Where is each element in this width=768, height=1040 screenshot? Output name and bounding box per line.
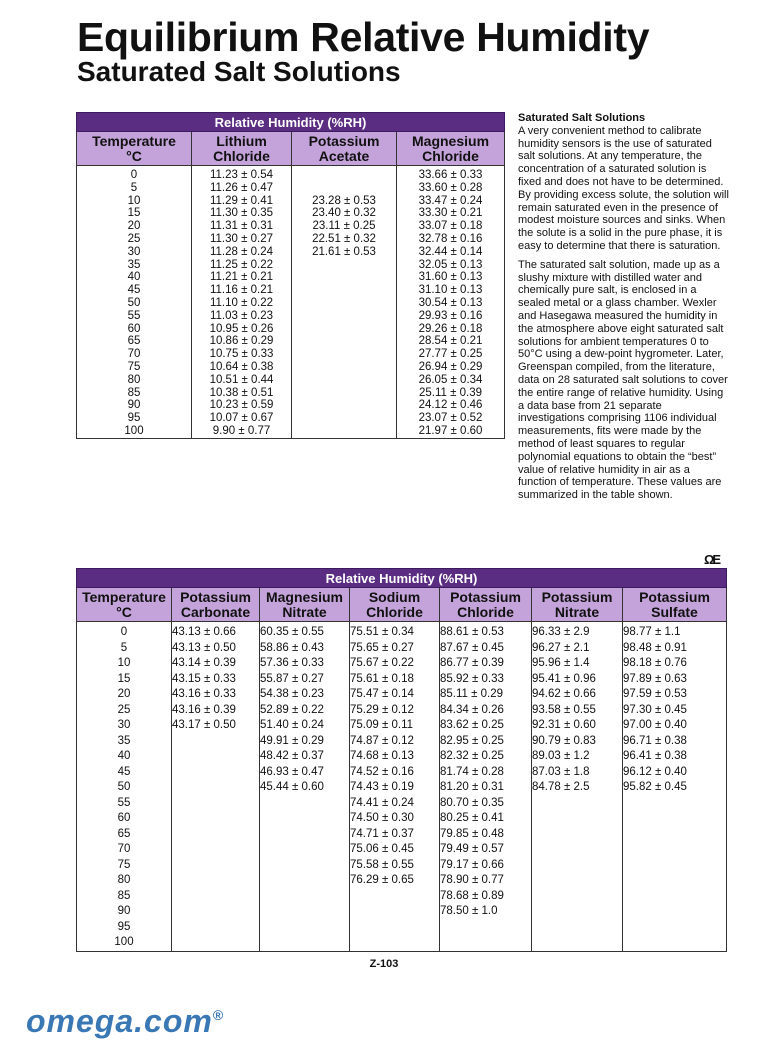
t2-col-potassium-chloride	[440, 622, 532, 952]
t1-col-temperature-cell: 25	[127, 232, 141, 245]
t2-col-potassium-sulfate-cell: 97.89 ± 0.63	[623, 672, 687, 685]
t2-col-temperature-cell: 10	[117, 657, 131, 669]
t1-col-lithium-chloride-cell: 11.10 ± 0.22	[209, 296, 273, 309]
t1-col-magnesium-chloride-cell: 32.05 ± 0.13	[418, 258, 483, 271]
t2-col-potassium-nitrate-cell: 87.03 ± 1.8	[532, 765, 590, 778]
sidebar-title: Saturated Salt Solutions	[518, 112, 646, 124]
t2-col-temperature	[77, 622, 172, 952]
t1-col-temperature-cell: 35	[127, 258, 141, 271]
t2-col-sodium-chloride-cell: 75.09 ± 0.11	[350, 719, 414, 731]
t2-col-magnesium-nitrate-cell: 57.36 ± 0.33	[260, 657, 324, 669]
t2-col-magnesium-nitrate	[260, 622, 350, 952]
t1-col-potassium-acetate-cell	[292, 182, 396, 195]
t1-col-temperature-cell: 95	[127, 412, 141, 425]
t1-col-magnesium-chloride-cell: 33.66 ± 0.33	[418, 169, 483, 181]
t1-col-magnesium-chloride-cell: 32.78 ± 0.16	[418, 232, 483, 245]
t2-col-temperature-cell: 0	[120, 626, 128, 638]
t2-col-potassium-carbonate-cell: 43.16 ± 0.39	[172, 703, 236, 716]
t1-col-temperature-cell: 65	[127, 335, 141, 348]
t1-col-temperature-cell: 5	[130, 181, 138, 194]
t1-col-lithium-chloride-cell: 11.30 ± 0.27	[209, 232, 273, 245]
t2-col-potassium-chloride-cell: 80.70 ± 0.35	[440, 796, 504, 809]
t2-col-potassium-chloride-cell: 78.50 ± 1.0	[440, 905, 498, 917]
t1-col-potassium-acetate	[292, 166, 397, 439]
t2-col-potassium-nitrate-cell: 90.79 ± 0.83	[532, 734, 596, 747]
t1-col-potassium-acetate-cell: 22.51 ± 0.32	[312, 232, 376, 245]
t1-col-temperature-cell: 15	[127, 207, 141, 220]
t2-col-potassium-chloride-cell: 82.95 ± 0.25	[440, 734, 504, 747]
t1-col-lithium-chloride-cell: 10.51 ± 0.44	[209, 373, 274, 386]
t2-col-temperature-cell: 75	[117, 858, 131, 871]
t1-col-temperature-cell: 85	[127, 386, 141, 399]
t2-col-potassium-chloride-cell: 80.25 ± 0.41	[440, 812, 504, 824]
t2-col-potassium-chloride-cell: 86.77 ± 0.39	[440, 657, 504, 669]
t1-col-temperature-cell: 50	[127, 296, 141, 309]
t2-col-potassium-chloride-cell: 79.85 ± 0.48	[440, 827, 504, 840]
table2-band-title: Relative Humidity (%RH)	[77, 569, 727, 588]
t1-col-lithium-chloride-cell: 11.28 ± 0.24	[209, 245, 273, 258]
t2-col-potassium-sulfate-cell: 98.48 ± 0.91	[623, 641, 687, 654]
t1-col-temperature-cell: 70	[127, 348, 141, 361]
t2-col-potassium-nitrate-cell: 93.58 ± 0.55	[532, 703, 596, 716]
t1-col-lithium-chloride-cell: 11.03 ± 0.23	[209, 309, 273, 322]
t1-col-temperature-cell: 10	[127, 194, 141, 207]
t2-col-sodium-chloride-cell: 74.50 ± 0.30	[350, 812, 414, 824]
t1-col-magnesium-chloride-cell: 33.30 ± 0.21	[418, 207, 483, 220]
t1-col-lithium-chloride-cell: 11.31 ± 0.31	[209, 220, 273, 233]
t2-col-sodium-chloride-cell: 74.52 ± 0.16	[350, 765, 414, 778]
t2-col-potassium-chloride-cell: 78.68 ± 0.89	[440, 889, 504, 902]
t1-col-temperature-cell: 45	[127, 284, 141, 297]
t2-col-temperature-cell: 85	[117, 889, 131, 902]
t2-col-potassium-sulfate-cell: 97.30 ± 0.45	[623, 703, 687, 716]
t1-col-lithium-chloride-cell: 10.95 ± 0.26	[209, 322, 274, 335]
t2-col-potassium-carbonate-cell: 43.14 ± 0.39	[172, 657, 236, 669]
t2-col-potassium-nitrate-cell: 95.96 ± 1.4	[532, 657, 590, 669]
t1-col-magnesium-chloride-cell: 28.54 ± 0.21	[418, 335, 483, 348]
t2-col-potassium-carbonate-cell: 43.15 ± 0.33	[172, 672, 236, 685]
t1-col-lithium-chloride-cell: 10.07 ± 0.67	[209, 412, 274, 425]
t2-col-sodium-chloride-cell: 75.58 ± 0.55	[350, 858, 414, 871]
t2-header-potassium-chloride: Potassium Chloride	[440, 588, 532, 622]
t1-col-magnesium-chloride-cell: 31.10 ± 0.13	[418, 284, 483, 297]
t1-col-magnesium-chloride	[397, 166, 505, 439]
t2-col-potassium-nitrate-cell: 94.62 ± 0.66	[532, 688, 596, 700]
t1-col-lithium-chloride-cell: 11.16 ± 0.21	[209, 284, 273, 297]
t2-col-sodium-chloride-cell: 75.47 ± 0.14	[350, 688, 414, 700]
t1-col-magnesium-chloride-cell: 29.26 ± 0.18	[418, 322, 483, 335]
t2-col-potassium-sulfate-cell: 95.82 ± 0.45	[623, 781, 687, 793]
t1-col-temperature-cell: 80	[127, 373, 141, 386]
t2-col-potassium-nitrate-cell: 92.31 ± 0.60	[532, 719, 596, 731]
t2-col-potassium-sulfate-cell: 96.41 ± 0.38	[623, 750, 687, 762]
t2-col-potassium-chloride-cell: 79.17 ± 0.66	[440, 858, 504, 871]
t1-col-magnesium-chloride-cell: 33.07 ± 0.18	[418, 220, 483, 233]
t2-col-magnesium-nitrate-cell: 45.44 ± 0.60	[260, 781, 324, 793]
t2-col-magnesium-nitrate-cell: 51.40 ± 0.24	[260, 719, 324, 731]
t1-col-magnesium-chloride-cell: 25.11 ± 0.39	[419, 386, 483, 399]
t1-col-temperature	[77, 166, 192, 439]
t1-col-lithium-chloride-cell: 11.25 ± 0.22	[209, 258, 273, 271]
t2-col-sodium-chloride-cell: 75.29 ± 0.12	[350, 703, 414, 716]
humidity-table-1	[76, 112, 505, 439]
t2-col-potassium-carbonate-cell: 43.16 ± 0.33	[172, 688, 236, 700]
t1-col-lithium-chloride	[192, 166, 292, 439]
t2-col-potassium-sulfate	[623, 622, 727, 952]
t2-col-temperature-cell: 95	[117, 920, 131, 933]
humidity-table-2	[76, 568, 727, 952]
t2-col-magnesium-nitrate-cell: 54.38 ± 0.23	[260, 688, 324, 700]
t2-col-temperature-cell: 60	[117, 812, 131, 824]
t1-col-temperature-cell: 40	[127, 271, 141, 284]
t2-col-temperature-cell: 80	[117, 874, 131, 886]
t2-col-potassium-chloride-cell: 87.67 ± 0.45	[440, 641, 504, 654]
t2-col-potassium-nitrate-cell: 84.78 ± 2.5	[532, 781, 590, 793]
t1-col-magnesium-chloride-cell: 33.47 ± 0.24	[418, 194, 483, 207]
t1-col-potassium-acetate-cell: 21.61 ± 0.53	[312, 245, 376, 258]
t2-col-temperature-cell: 100	[114, 936, 134, 948]
t1-col-magnesium-chloride-cell: 23.07 ± 0.52	[418, 412, 483, 425]
t2-col-temperature-cell: 45	[117, 765, 131, 778]
t2-col-magnesium-nitrate-cell: 49.91 ± 0.29	[260, 734, 324, 747]
t2-col-potassium-carbonate-cell: 43.17 ± 0.50	[172, 719, 236, 731]
t2-col-sodium-chloride-cell: 75.65 ± 0.27	[350, 641, 414, 654]
t2-col-potassium-nitrate-cell: 96.27 ± 2.1	[532, 641, 590, 654]
t1-col-lithium-chloride-cell: 11.26 ± 0.47	[209, 181, 273, 194]
t1-col-lithium-chloride-cell: 10.75 ± 0.33	[209, 348, 274, 361]
t1-col-lithium-chloride-cell: 10.64 ± 0.38	[209, 360, 274, 373]
t2-col-potassium-carbonate-cell: 43.13 ± 0.50	[172, 641, 236, 654]
t2-col-potassium-chloride-cell: 82.32 ± 0.25	[440, 750, 504, 762]
t2-col-temperature-cell: 15	[117, 672, 131, 685]
t1-col-potassium-acetate-cell: 23.40 ± 0.32	[312, 207, 376, 220]
t1-col-temperature-cell: 60	[127, 322, 141, 335]
t2-col-potassium-nitrate	[532, 622, 623, 952]
t1-col-potassium-acetate-cell: 23.11 ± 0.25	[312, 220, 376, 233]
t2-col-temperature-cell: 70	[117, 843, 131, 855]
t2-header-sodium-chloride: Sodium Chloride	[350, 588, 440, 622]
t1-header-temperature: Temperature °C	[77, 132, 192, 166]
t2-col-temperature-cell: 40	[117, 750, 131, 762]
t2-col-potassium-chloride-cell: 81.74 ± 0.28	[440, 765, 504, 778]
t1-col-temperature-cell: 20	[127, 220, 141, 233]
t2-col-temperature-cell: 90	[117, 905, 131, 917]
t2-header-temperature: Temperature °C	[77, 588, 172, 622]
t2-col-magnesium-nitrate-cell: 52.89 ± 0.22	[260, 703, 324, 716]
t2-col-potassium-nitrate-cell: 89.03 ± 1.2	[532, 750, 590, 762]
t2-col-potassium-nitrate-cell: 96.33 ± 2.9	[532, 626, 590, 638]
t2-col-potassium-sulfate-cell: 97.00 ± 0.40	[623, 719, 687, 731]
t1-col-magnesium-chloride-cell: 24.12 ± 0.46	[418, 399, 483, 412]
t2-header-potassium-sulfate: Potassium Sulfate	[623, 588, 727, 622]
t1-col-magnesium-chloride-cell: 21.97 ± 0.60	[418, 424, 483, 437]
t1-col-temperature-cell: 100	[124, 424, 144, 437]
t1-col-magnesium-chloride-cell: 27.77 ± 0.25	[418, 348, 483, 361]
t1-col-magnesium-chloride-cell: 33.60 ± 0.28	[418, 181, 483, 194]
t1-header-magnesium-chloride: Magnesium Chloride	[397, 132, 505, 166]
t2-col-potassium-sulfate-cell: 97.59 ± 0.53	[623, 688, 687, 700]
sidebar-text	[518, 112, 730, 508]
t1-col-temperature-cell: 55	[127, 309, 141, 322]
t2-header-magnesium-nitrate: Magnesium Nitrate	[260, 588, 350, 622]
page-subtitle: Saturated Salt Solutions	[77, 56, 401, 87]
t2-col-potassium-sulfate-cell: 98.77 ± 1.1	[623, 626, 681, 638]
t1-col-lithium-chloride-cell: 10.23 ± 0.59	[209, 399, 274, 412]
t2-col-sodium-chloride-cell: 75.51 ± 0.34	[350, 626, 414, 638]
t1-col-temperature-cell: 0	[130, 169, 138, 181]
t2-col-sodium-chloride-cell: 74.68 ± 0.13	[350, 750, 414, 762]
t2-col-potassium-chloride-cell: 85.11 ± 0.29	[440, 688, 504, 700]
page-title: Equilibrium Relative Humidity	[77, 14, 650, 60]
t2-col-magnesium-nitrate-cell: 46.93 ± 0.47	[260, 765, 324, 778]
sidebar-paragraph-2: The saturated salt solution, made up as a slushy mixture with distilled water and chemically pure salt, is enclosed in a sealed metal or a glass chamber. Wexler and Hasegawa measured the humidity in the atmosphere above eight saturated salt solutions for ambient temperatures 0 to 50°C using a dew-point hygrometer. Later, Greenspan compiled, from the literature, data on 28 saturated salt solutions to cover the entire range of relative humidity. Using a data base from 21 separate investigations comprising 1106 individual measurements, fits were made by the method of least squares to regular polynomial equations to obtain the “best” value of relative humidity in air as a function of temperature. These values are summarized in the table shown.	[518, 258, 728, 502]
t1-col-magnesium-chloride-cell: 30.54 ± 0.13	[418, 296, 483, 309]
t2-header-potassium-nitrate: Potassium Nitrate	[532, 588, 623, 622]
table1-band-title: Relative Humidity (%RH)	[77, 113, 505, 132]
t1-col-temperature-cell: 30	[127, 245, 141, 258]
t1-col-lithium-chloride-cell: 9.90 ± 0.77	[212, 424, 271, 437]
omega-logo-icon: ΩE	[704, 552, 720, 567]
t2-col-potassium-chloride-cell: 79.49 ± 0.57	[440, 843, 504, 855]
t2-col-potassium-chloride-cell: 84.34 ± 0.26	[440, 703, 504, 716]
t2-col-sodium-chloride-cell: 74.41 ± 0.24	[350, 796, 414, 809]
t2-header-potassium-carbonate: Potassium Carbonate	[172, 588, 260, 622]
t2-col-temperature-cell: 35	[117, 734, 131, 747]
t2-col-sodium-chloride-cell: 75.61 ± 0.18	[350, 672, 414, 685]
t1-col-magnesium-chloride-cell: 32.44 ± 0.14	[418, 245, 483, 258]
t1-col-lithium-chloride-cell: 11.29 ± 0.41	[209, 194, 273, 207]
t1-col-lithium-chloride-cell: 11.21 ± 0.21	[209, 271, 273, 284]
t1-col-lithium-chloride-cell: 11.23 ± 0.54	[209, 169, 273, 181]
t2-col-potassium-sulfate-cell: 96.12 ± 0.40	[623, 765, 687, 778]
t2-col-sodium-chloride-cell: 74.43 ± 0.19	[350, 781, 414, 793]
t2-col-potassium-carbonate	[172, 622, 260, 952]
t2-col-sodium-chloride-cell: 75.67 ± 0.22	[350, 657, 414, 669]
t2-col-potassium-carbonate-cell: 43.13 ± 0.66	[172, 626, 236, 638]
t2-col-temperature-cell: 65	[117, 827, 131, 840]
t2-col-temperature-cell: 25	[117, 703, 131, 716]
t1-col-lithium-chloride-cell: 10.86 ± 0.29	[209, 335, 274, 348]
t2-col-magnesium-nitrate-cell: 60.35 ± 0.55	[260, 626, 324, 638]
t1-header-potassium-acetate: Potassium Acetate	[292, 132, 397, 166]
t1-col-lithium-chloride-cell: 10.38 ± 0.51	[209, 386, 274, 399]
t1-col-potassium-acetate-cell: 23.28 ± 0.53	[312, 194, 376, 207]
t2-col-temperature-cell: 55	[117, 796, 131, 809]
t2-col-temperature-cell: 50	[117, 781, 131, 793]
t2-col-sodium-chloride-cell: 75.06 ± 0.45	[350, 843, 414, 855]
t2-col-potassium-chloride-cell: 88.61 ± 0.53	[440, 626, 504, 638]
t2-col-magnesium-nitrate-cell: 48.42 ± 0.37	[260, 750, 324, 762]
t2-col-sodium-chloride-cell: 74.87 ± 0.12	[350, 734, 414, 747]
t2-col-potassium-sulfate-cell: 96.71 ± 0.38	[623, 734, 687, 747]
registered-mark: ®	[212, 1007, 225, 1023]
t1-header-lithium-chloride: Lithium Chloride	[192, 132, 292, 166]
page-number: Z-103	[369, 958, 399, 970]
t2-col-potassium-chloride-cell: 85.92 ± 0.33	[440, 672, 504, 685]
t2-col-sodium-chloride-cell: 76.29 ± 0.65	[350, 874, 414, 886]
t2-col-potassium-chloride-cell: 81.20 ± 0.31	[440, 781, 504, 793]
omega-website-logo[interactable]: omega.com®	[26, 1003, 225, 1039]
t1-col-potassium-acetate-cell	[292, 169, 396, 182]
t2-col-potassium-chloride-cell: 83.62 ± 0.25	[440, 719, 504, 731]
t2-col-magnesium-nitrate-cell: 55.87 ± 0.27	[260, 672, 324, 685]
t2-col-temperature-cell: 30	[117, 719, 131, 731]
t2-col-sodium-chloride-cell: 74.71 ± 0.37	[350, 827, 414, 840]
t2-col-magnesium-nitrate-cell: 58.86 ± 0.43	[260, 641, 324, 654]
t1-col-magnesium-chloride-cell: 26.94 ± 0.29	[418, 360, 483, 373]
t2-col-potassium-chloride-cell: 78.90 ± 0.77	[440, 874, 504, 886]
sidebar-paragraph-1: A very convenient method to calibrate humidity sensors is the use of saturated salt solutions. At any temperature, the concentration of a saturated solution is fixed and does not have to be determined. By providing excess solute, the solution will remain saturated even in the presence of modest moisture sources and sinks. When the solute is a solid in the pure phase, it is easy to determine that there is saturation.	[518, 124, 729, 252]
t1-col-magnesium-chloride-cell: 26.05 ± 0.34	[418, 373, 483, 386]
t2-col-temperature-cell: 20	[117, 688, 131, 700]
t2-col-temperature-cell: 5	[120, 641, 128, 654]
t2-col-potassium-sulfate-cell: 98.18 ± 0.76	[623, 657, 687, 669]
t2-col-sodium-chloride	[350, 622, 440, 952]
t1-col-magnesium-chloride-cell: 31.60 ± 0.13	[418, 271, 483, 284]
t2-col-potassium-nitrate-cell: 95.41 ± 0.96	[532, 672, 596, 685]
t1-col-temperature-cell: 90	[127, 399, 141, 412]
t1-col-temperature-cell: 75	[127, 360, 141, 373]
t1-col-lithium-chloride-cell: 11.30 ± 0.35	[209, 207, 273, 220]
t1-col-magnesium-chloride-cell: 29.93 ± 0.16	[418, 309, 483, 322]
